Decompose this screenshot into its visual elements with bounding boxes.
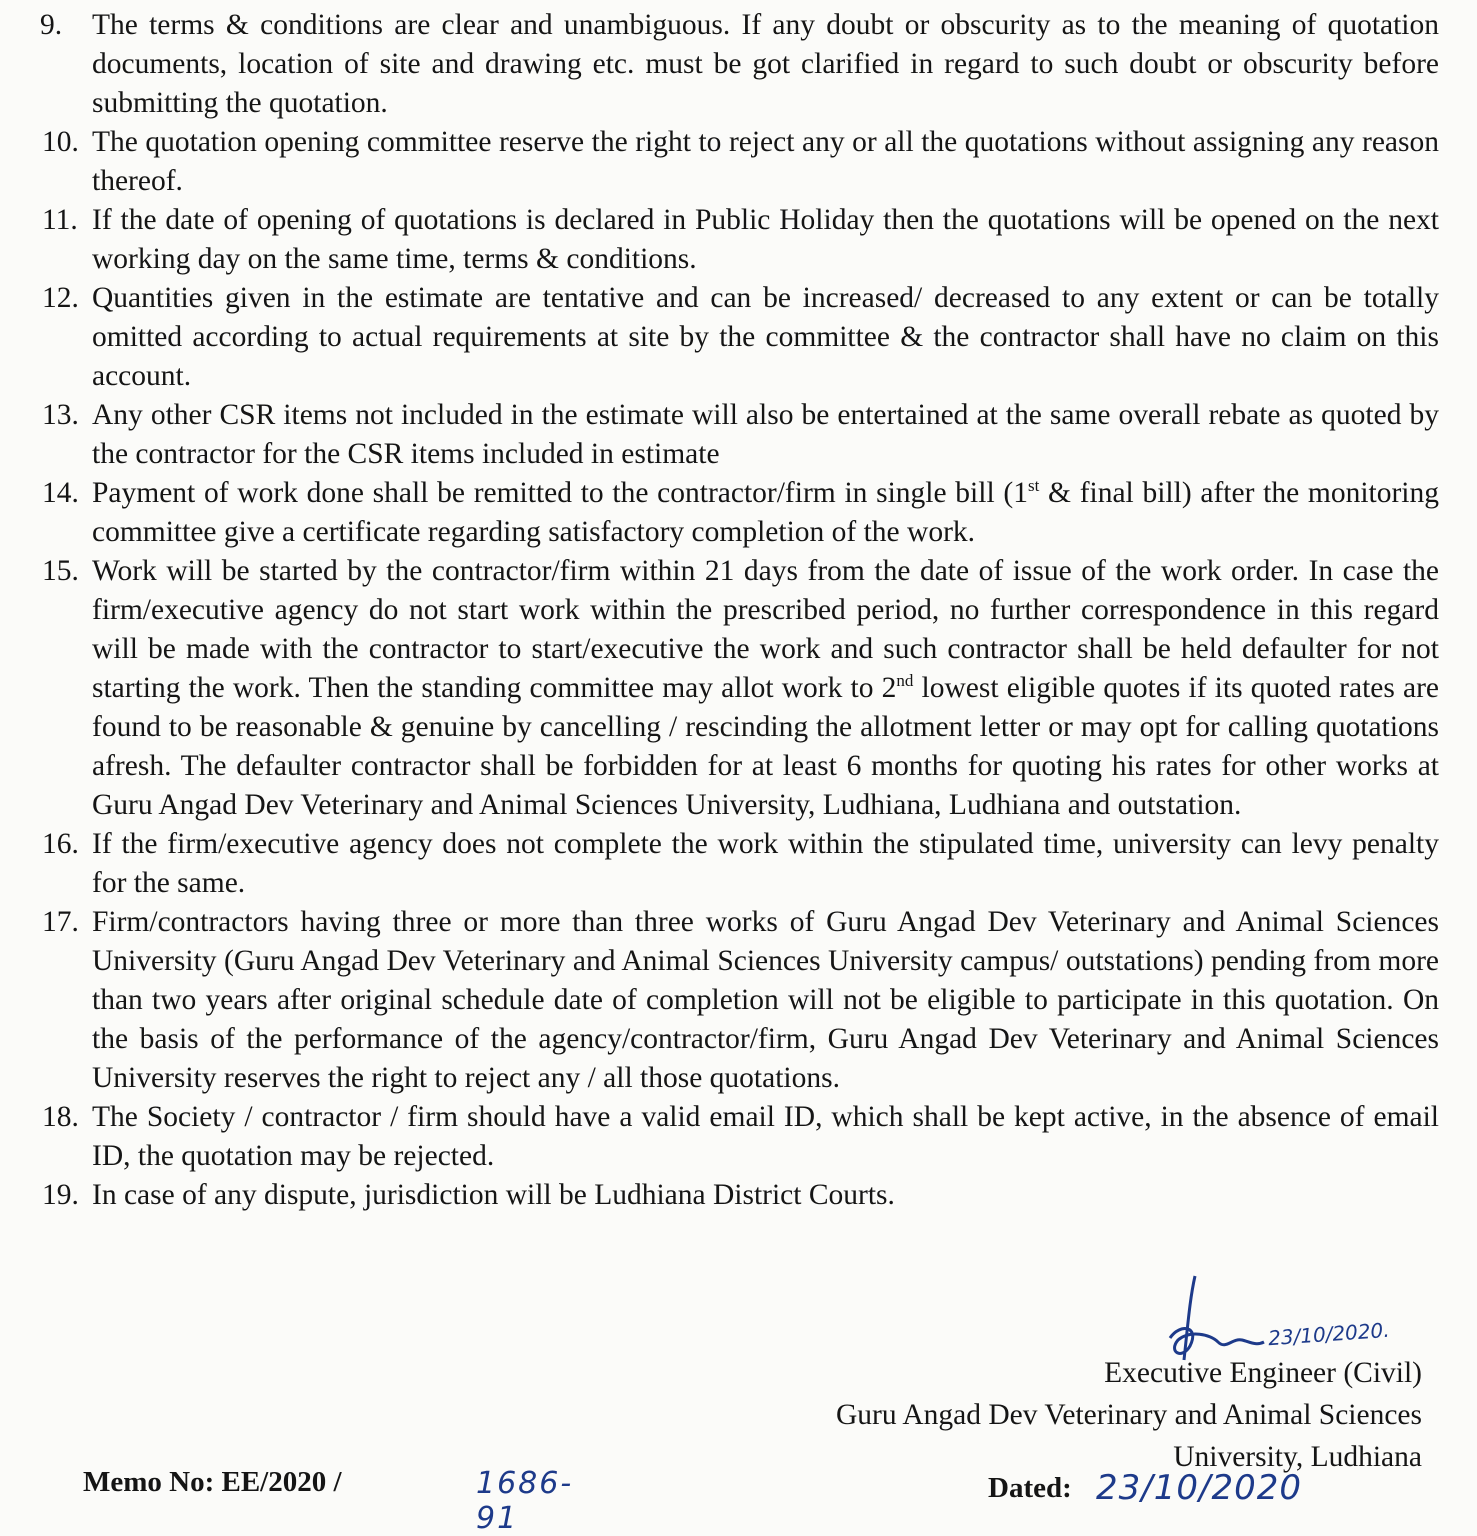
term-text: If the date of opening of quotations is declared in Public Holiday then the quotations will be opened on the next working day on the same time, terms & conditions.: [92, 204, 1439, 275]
term-number: 19.: [42, 1179, 79, 1211]
term-item: [0, 825, 1477, 903]
term-item: [0, 6, 1477, 123]
term-number: 18.: [42, 1101, 79, 1133]
term-item: [0, 903, 1477, 1098]
term-text: Any other CSR items not included in the estimate will also be entertained at the same overall rebate as quoted by the contractor for the CSR items included in estimate: [92, 399, 1439, 470]
term-number: 14.: [42, 477, 79, 509]
ordinal-superscript: nd: [896, 671, 914, 691]
term-number: 9.: [40, 9, 63, 41]
signatory-organization: Guru Angad Dev Veterinary and Animal Sciences University, Ludhiana: [835, 1399, 1422, 1473]
term-number: 13.: [42, 399, 79, 431]
term-text: Firm/contractors having three or more than three works of Guru Angad Dev Veterinary and Animal Sciences University (Guru Angad Dev Veterinary and Animal Sciences University campus/ outstations) pending from more than two years after original schedule date of completion will not be eligible to participate in this quotation. On the basis of the performance of the agency/contractor/firm, Guru Angad Dev Veterinary and Animal Sciences University reserves the right to reject any / all those quotations.: [92, 906, 1439, 1094]
term-item: [0, 201, 1477, 279]
term-text: Quantities given in the estimate are tentative and can be increased/ decreased to any extent or can be totally omitted according to actual requirements at site by the committee & the contractor shall have no claim on this account.: [92, 282, 1439, 392]
term-item: [0, 396, 1477, 474]
memo-number: [83, 1466, 574, 1536]
term-text: Work will be started by the contractor/firm within 21 days from the date of issue of the work order. In case the firm/executive agency do not start work within the prescribed period, no further correspondence in this regard will be made with the contractor to start/executive the work and such contractor shall be held defaulter for not starting the work. Then the standing committee may allot work to 2: [92, 555, 1439, 704]
term-number: 12.: [42, 282, 79, 314]
term-item: [0, 123, 1477, 201]
term-text: lowest eligible quotes if its quoted rates are found to be reasonable & genuine by cancelling / rescinding the allotment letter or may opt for calling quotations afresh. The defaulter contractor shall be forbidden for at least 6 months for quoting his rates for other works at Guru Angad Dev Veterinary and Animal Sciences University, Ludhiana, Ludhiana and outstation.: [92, 672, 1440, 821]
term-text: & final bill) after the monitoring committee give a certificate regarding satisfactory completion of the work.: [92, 477, 1439, 548]
term-item: [0, 552, 1477, 825]
term-text: In case of any dispute, jurisdiction will be Ludhiana District Courts.: [92, 1179, 895, 1211]
dated-label: Dated:: [988, 1472, 1072, 1504]
term-number: 16.: [42, 828, 79, 860]
memo-label: Memo No: EE/2020 /: [83, 1466, 342, 1498]
term-text: The Society / contractor / firm should have a valid email ID, which shall be kept active, in the absence of email ID, the quotation may be rejected.: [92, 1101, 1439, 1172]
signature-date: 23/10/2020.: [1267, 1317, 1391, 1351]
term-number: 11.: [42, 204, 78, 236]
term-item: [0, 1098, 1477, 1176]
term-text: Payment of work done shall be remitted to the contractor/firm in single bill (1: [92, 477, 1028, 509]
term-number: 15.: [42, 555, 79, 587]
term-number: 10.: [42, 126, 79, 158]
signatory-title: Executive Engineer (Civil): [1104, 1357, 1422, 1389]
term-text: If the firm/executive agency does not complete the work within the stipulated time, university can levy penalty for the same.: [92, 828, 1439, 899]
term-text: The terms & conditions are clear and unambiguous. If any doubt or obscurity as to the meaning of quotation documents, location of site and drawing etc. must be got clarified in regard to such doubt or obscurity before submitting the quotation.: [92, 9, 1439, 119]
term-item: [0, 1176, 1477, 1215]
signatory-block: [722, 1352, 1422, 1478]
memo-handwritten-number: 1686- 91: [476, 1466, 574, 1536]
term-item: [0, 474, 1477, 552]
term-item: [0, 279, 1477, 396]
ordinal-superscript: st: [1027, 476, 1040, 496]
term-number: 17.: [42, 906, 79, 938]
terms-list: [0, 6, 1477, 1215]
handwritten-date: 23/10/2020: [1096, 1468, 1302, 1508]
term-text: The quotation opening committee reserve the right to reject any or all the quotations without assigning any reason thereof.: [92, 126, 1439, 197]
